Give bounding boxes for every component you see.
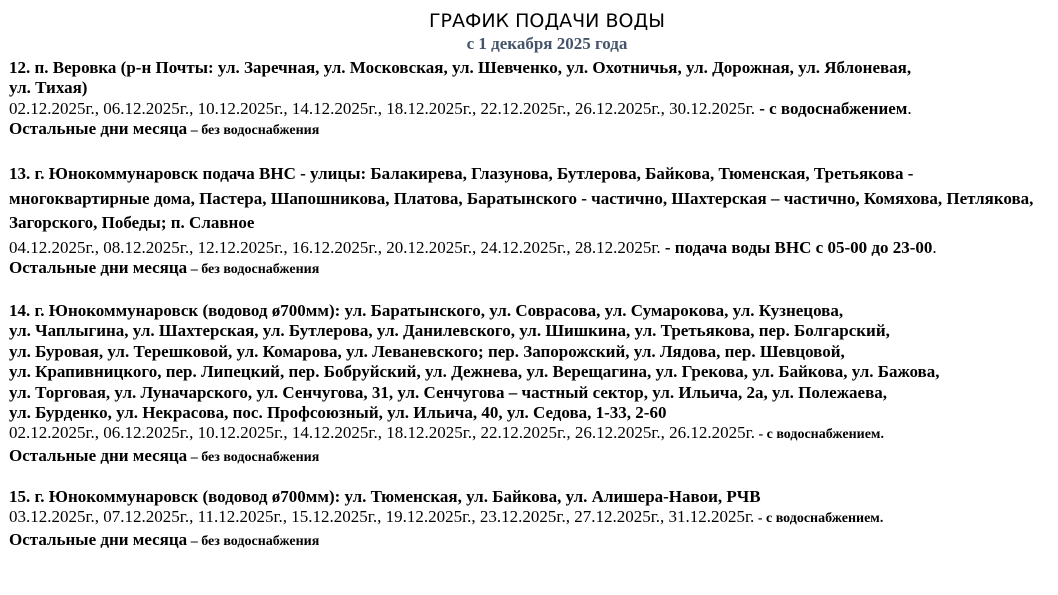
dates-note: - с водоснабжением. xyxy=(754,427,884,443)
rest-days-line xyxy=(9,530,1051,552)
section-heading-line: 14. г. Юнокоммунаровск (водовод ø700мм): ул. Баратынского, ул. Соврасова, ул. Сумарокова, ул. Кузнецова, xyxy=(9,301,844,320)
dates-line xyxy=(9,423,1051,445)
rest-days-note: – без водоснабжения xyxy=(187,123,320,139)
dates-list: 04.12.2025г., 08.12.2025г., 12.12.2025г., 16.12.2025г., 20.12.2025г., 24.12.2025г., 28.12.2025г. xyxy=(9,237,661,257)
dates-note: - с водоснабжением xyxy=(754,98,908,118)
rest-days-line xyxy=(9,258,1051,280)
dates-note: - с водоснабжением. xyxy=(754,511,884,527)
rest-days-note: – без водоснабжения xyxy=(187,261,320,277)
page-title: ГРАФИК ПОДАЧИ ВОДЫ xyxy=(428,10,666,32)
section-15 xyxy=(9,487,1051,552)
dates-line xyxy=(9,507,1051,529)
rest-days-label: Остальные дни месяца xyxy=(9,529,188,549)
section-14 xyxy=(9,301,1051,468)
rest-days-note: – без водоснабжения xyxy=(187,533,320,549)
rest-days-line xyxy=(9,119,1051,141)
dates-list: 02.12.2025г., 06.12.2025г., 10.12.2025г., 14.12.2025г., 18.12.2025г., 22.12.2025г., 26.12.2025г., 30.12.2025г. xyxy=(9,98,755,118)
dates-list: 03.12.2025г., 07.12.2025г., 11.12.2025г., 15.12.2025г., 19.12.2025г., 23.12.2025г., 27.12.2025г., 31.12.2025г. xyxy=(9,507,755,527)
dates-line xyxy=(9,238,1051,258)
section-heading-line: ул. Торговая, ул. Луначарского, ул. Сенчугова, 31, ул. Сенчугова – частный сектор, ул. Ильича, 2а, ул. Полежаева, xyxy=(9,382,887,402)
rest-days-label: Остальные дни месяца xyxy=(9,445,188,465)
section-heading-line: ул. Бурденко, ул. Некрасова, пос. Профсоюзный, ул. Ильича, 40, ул. Седова, 1-33, 2-60 xyxy=(9,403,667,423)
section-heading: 13. г. Юнокоммунаровск подача ВНС - улицы: Балакирева, Глазунова, Бутлерова, Байкова, Тюменская, Третьякова - многоквартирные дома, Пастера, Шапошникова, Платова, Баратынского - частично, Шахтерская – частично, Комяхова, Петлякова, Загорского, Победы; п. Славное xyxy=(9,164,1034,232)
section-13 xyxy=(9,162,1051,280)
section-heading-line: ул. Буровая, ул. Терешковой, ул. Комарова, ул. Леваневского; пер. Запорожский, ул. Лядова, пер. Шевцовой, xyxy=(9,341,845,361)
page-subtitle: с 1 декабря 2025 года xyxy=(466,34,628,53)
dates-list: 02.12.2025г., 06.12.2025г., 10.12.2025г., 14.12.2025г., 18.12.2025г., 22.12.2025г., 26.12.2025г., 26.12.2025г. xyxy=(9,423,755,443)
dates-note-end: . xyxy=(932,237,937,257)
section-heading-line: ул. Крапивницкого, пер. Липецкий, пер. Бобруйский, ул. Дежнева, ул. Верещагина, ул. Грекова, ул. Байкова, ул. Бажова, xyxy=(9,362,940,382)
dates-note-end: . xyxy=(907,98,912,118)
section-heading-line: ул. Чаплыгина, ул. Шахтерская, ул. Бутлерова, ул. Данилевского, ул. Шишкина, ул. Третьякова, пер. Болгарский, xyxy=(9,321,890,341)
section-heading: 15. г. Юнокоммунаровск (водовод ø700мм): ул. Тюменская, ул. Байкова, ул. Алишера-Навои, РЧВ xyxy=(9,487,761,506)
section-12 xyxy=(9,58,1051,142)
section-heading-line: ул. Тихая) xyxy=(9,78,88,98)
dates-line xyxy=(9,99,1051,119)
rest-days-label: Остальные дни месяца xyxy=(9,257,188,277)
section-heading-line: 12. п. Веровка (р-н Почты: ул. Заречная, ул. Московская, ул. Шевченко, ул. Охотничья, ул. Дорожная, ул. Яблоневая, xyxy=(9,58,912,77)
rest-days-line xyxy=(9,446,1051,468)
rest-days-note: – без водоснабжения xyxy=(187,449,320,465)
dates-note: - подача воды ВНС с 05-00 до 23-00 xyxy=(660,237,933,257)
rest-days-label: Остальные дни месяца xyxy=(9,119,188,139)
